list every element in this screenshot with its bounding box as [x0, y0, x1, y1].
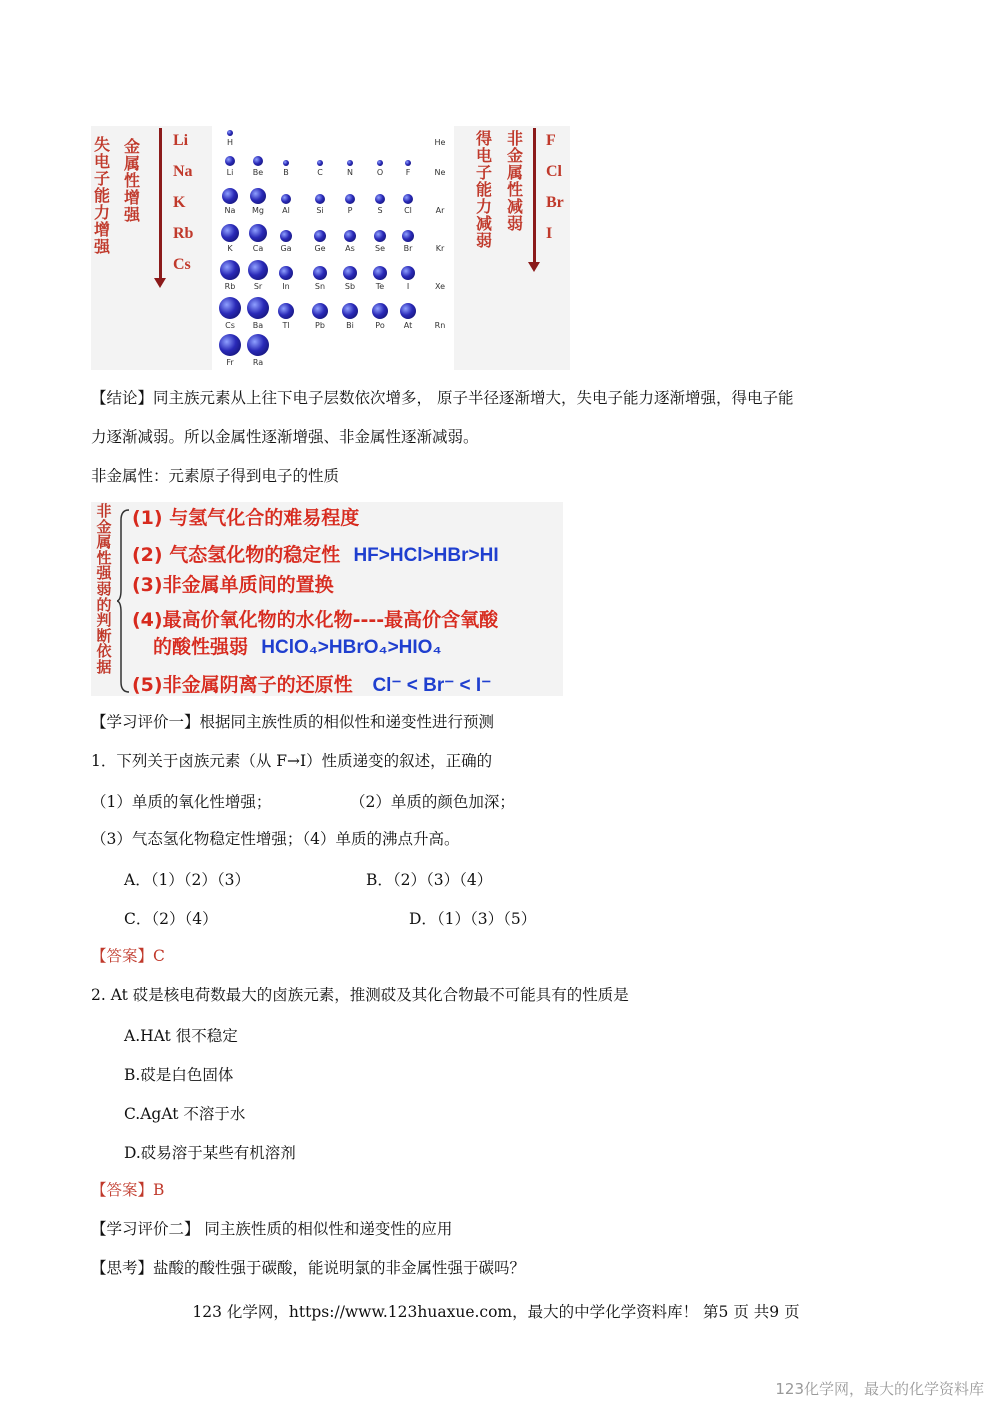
criteria-item-5: (5)非金属阴离子的还原性 Cl⁻ < Br⁻ < I⁻ [132, 674, 492, 696]
element-symbol: Tl [282, 321, 290, 330]
atom-sphere [343, 266, 357, 280]
element-symbol: P [347, 206, 353, 215]
conclusion-line-1: 【结论】同主族元素从上往下电子层数依次增多， 原子半径逐渐增大，失电子能力逐渐增强，得电子能 [91, 389, 794, 407]
atom-sphere [345, 194, 355, 204]
element-symbol: K [227, 244, 233, 253]
element-symbol: In [282, 282, 290, 291]
element-symbol: Xe [434, 282, 446, 291]
nonmetal-definition: 非金属性：元素原子得到电子的性质 [91, 467, 340, 485]
atom-sphere [281, 194, 291, 204]
anion-order: Cl⁻ < Br⁻ < I⁻ [372, 675, 492, 696]
criteria-item-3: (3)非金属单质间的置换 [132, 574, 334, 596]
atom-sphere [317, 160, 323, 166]
element-symbol: Rb [224, 282, 236, 291]
eval2-title: 【学习评价二】 同主族性质的相似性和递变性的应用 [91, 1220, 453, 1238]
element-symbol: Kr [435, 244, 445, 253]
atom-sphere [279, 266, 293, 280]
element-symbol: Cs [225, 321, 235, 330]
atom-sphere [373, 266, 387, 280]
periodic-table-panel [212, 126, 454, 370]
element-symbol: Te [375, 282, 385, 291]
hydride-order: HF>HCl>HBr>HI [353, 545, 499, 566]
atom-sphere [312, 303, 328, 319]
periodic-trend-figure [91, 126, 570, 370]
page-footer: 123 化学网，https://www.123huaxue.com，最大的中学化学资料库！ 第5 页 共9 页 [192, 1303, 800, 1321]
atom-sphere [278, 303, 294, 319]
atom-sphere [377, 160, 383, 166]
element-symbol: I [406, 282, 410, 291]
right-symbol: Br [546, 194, 564, 211]
q1-statement-2: （2）单质的颜色加深； [350, 793, 515, 811]
left-symbol: Na [173, 163, 193, 180]
element-symbol: Na [224, 206, 236, 215]
q2-answer: 【答案】B [91, 1181, 165, 1199]
left-arrow [159, 128, 162, 278]
acid-order: HClO₄>HBrO₄>HIO₄ [261, 637, 442, 658]
eval1-title: 【学习评价一】根据同主族性质的相似性和递变性进行预测 [91, 713, 495, 731]
element-symbol: Rn [434, 321, 446, 330]
atom-sphere [374, 230, 386, 242]
right-arrow [533, 128, 536, 262]
element-symbol: Al [282, 206, 290, 215]
element-symbol: Ca [252, 244, 264, 253]
atom-sphere [219, 334, 241, 356]
right-symbol: I [546, 225, 553, 242]
element-symbol: H [226, 138, 233, 147]
atom-sphere [403, 194, 413, 204]
atom-sphere [247, 334, 269, 356]
element-symbol: At [403, 321, 413, 330]
element-symbol: Sn [314, 282, 326, 291]
q2-option-a: A.HAt 很不稳定 [124, 1027, 238, 1045]
atom-sphere [283, 160, 289, 166]
element-symbol: Bi [346, 321, 354, 330]
element-symbol: Ga [280, 244, 292, 253]
q1-option-c: C．（2）（4） [124, 910, 218, 928]
element-symbol: Ba [252, 321, 264, 330]
criteria-item-1: (1) 与氢气化合的难易程度 [132, 507, 360, 529]
atom-sphere [372, 303, 388, 319]
atom-sphere [313, 266, 327, 280]
element-symbol: Be [252, 168, 264, 177]
q1-option-d: D．（1）（3）（5） [409, 910, 537, 928]
element-symbol: Fr [226, 358, 234, 367]
q1-statement-1: （1）单质的氧化性增强； [91, 793, 272, 811]
atom-sphere [402, 230, 414, 242]
atom-sphere [227, 130, 233, 136]
element-symbol: Li [226, 168, 234, 177]
element-symbol: Po [375, 321, 385, 330]
atom-sphere [375, 194, 385, 204]
element-symbol: As [345, 244, 355, 253]
q2-option-d: D.砹易溶于某些有机溶剂 [124, 1144, 296, 1162]
atom-sphere [344, 230, 356, 242]
atom-sphere [248, 260, 268, 280]
nonmetal-criteria-figure [91, 502, 563, 696]
element-symbol: Si [316, 206, 324, 215]
right-symbol: F [546, 132, 556, 149]
element-symbol: F [405, 168, 411, 177]
left-symbol: Li [173, 132, 189, 149]
left-symbol: Rb [173, 225, 194, 242]
element-symbol: Mg [252, 206, 264, 215]
q2-option-b: B.砹是白色固体 [124, 1066, 234, 1084]
atom-sphere [347, 160, 353, 166]
element-symbol: Cl [404, 206, 412, 215]
conclusion-label: 【结论】 [91, 389, 154, 407]
right-symbol: Cl [546, 163, 562, 180]
atom-sphere [225, 156, 235, 166]
element-symbol: Pb [315, 321, 325, 330]
atom-sphere [280, 230, 292, 242]
q1-option-a: A．（1）（2）（3） [124, 871, 251, 889]
q1-option-b: B．（2）（3）（4） [366, 871, 493, 889]
element-symbol: Ge [314, 244, 326, 253]
atom-sphere [220, 260, 240, 280]
element-symbol: Sr [253, 282, 263, 291]
criteria-item-2: (2) 气态氢化物的稳定性 HF>HCl>HBr>HI [132, 544, 499, 566]
left-label-metallic: 金属性增强 [123, 137, 140, 224]
element-symbol: Ne [434, 168, 446, 177]
atom-sphere [221, 224, 239, 242]
element-symbol: Sb [344, 282, 356, 291]
element-symbol: He [434, 138, 446, 147]
element-symbol: S [377, 206, 383, 215]
watermark: 123化学网，最大的化学资料库 [775, 1380, 984, 1398]
atom-sphere [315, 194, 325, 204]
atom-sphere [253, 156, 263, 166]
atom-sphere [219, 297, 241, 319]
element-symbol: Ar [435, 206, 445, 215]
atom-sphere [401, 266, 415, 280]
element-symbol: Br [403, 244, 413, 253]
think-question: 【思考】盐酸的酸性强于碳酸，能说明氯的非金属性强于碳吗？ [91, 1259, 526, 1277]
criteria-item-4: (4)最高价氧化物的水化物----最高价含氧酸 [132, 609, 499, 631]
element-symbol: Ra [252, 358, 264, 367]
element-symbol: Se [375, 244, 385, 253]
right-arrow-head [528, 262, 540, 272]
conclusion-line-2: 力逐渐减弱。所以金属性逐渐增强、非金属性逐渐减弱。 [91, 428, 479, 446]
element-symbol: B [283, 168, 289, 177]
criteria-brace [117, 508, 131, 694]
element-symbol: C [317, 168, 323, 177]
element-symbol: N [347, 168, 353, 177]
q2-option-c: C.AgAt 不溶于水 [124, 1105, 246, 1123]
left-label-electron-loss: 失电子能力增强 [93, 135, 110, 256]
q1-answer: 【答案】C [91, 947, 165, 965]
atom-sphere [400, 303, 416, 319]
left-symbol: K [173, 194, 186, 211]
q1-stem: 1．下列关于卤族元素（从 F→I）性质递变的叙述，正确的 [91, 752, 493, 770]
atom-sphere [342, 303, 358, 319]
right-label-electron-gain: 得电子能力减弱 [475, 129, 492, 250]
criteria-item-4b: 的酸性强弱 HClO₄>HBrO₄>HIO₄ [153, 636, 442, 658]
right-label-nonmetallic: 非金属性减弱 [506, 129, 523, 233]
element-symbol: O [376, 168, 384, 177]
criteria-side-label: 非金属性强弱的判断依据 [96, 502, 112, 676]
atom-sphere [222, 188, 238, 204]
atom-sphere [405, 160, 411, 166]
q1-statement-3-4: （3）气态氢化物稳定性增强；（4）单质的沸点升高。 [91, 830, 460, 848]
q2-stem: 2. At 砹是核电荷数最大的卤族元素，推测砹及其化合物最不可能具有的性质是 [91, 986, 629, 1004]
left-symbol: Cs [173, 256, 191, 273]
atom-sphere [247, 297, 269, 319]
atom-sphere [249, 224, 267, 242]
atom-sphere [250, 188, 266, 204]
left-arrow-head [154, 278, 166, 288]
atom-sphere [314, 230, 326, 242]
